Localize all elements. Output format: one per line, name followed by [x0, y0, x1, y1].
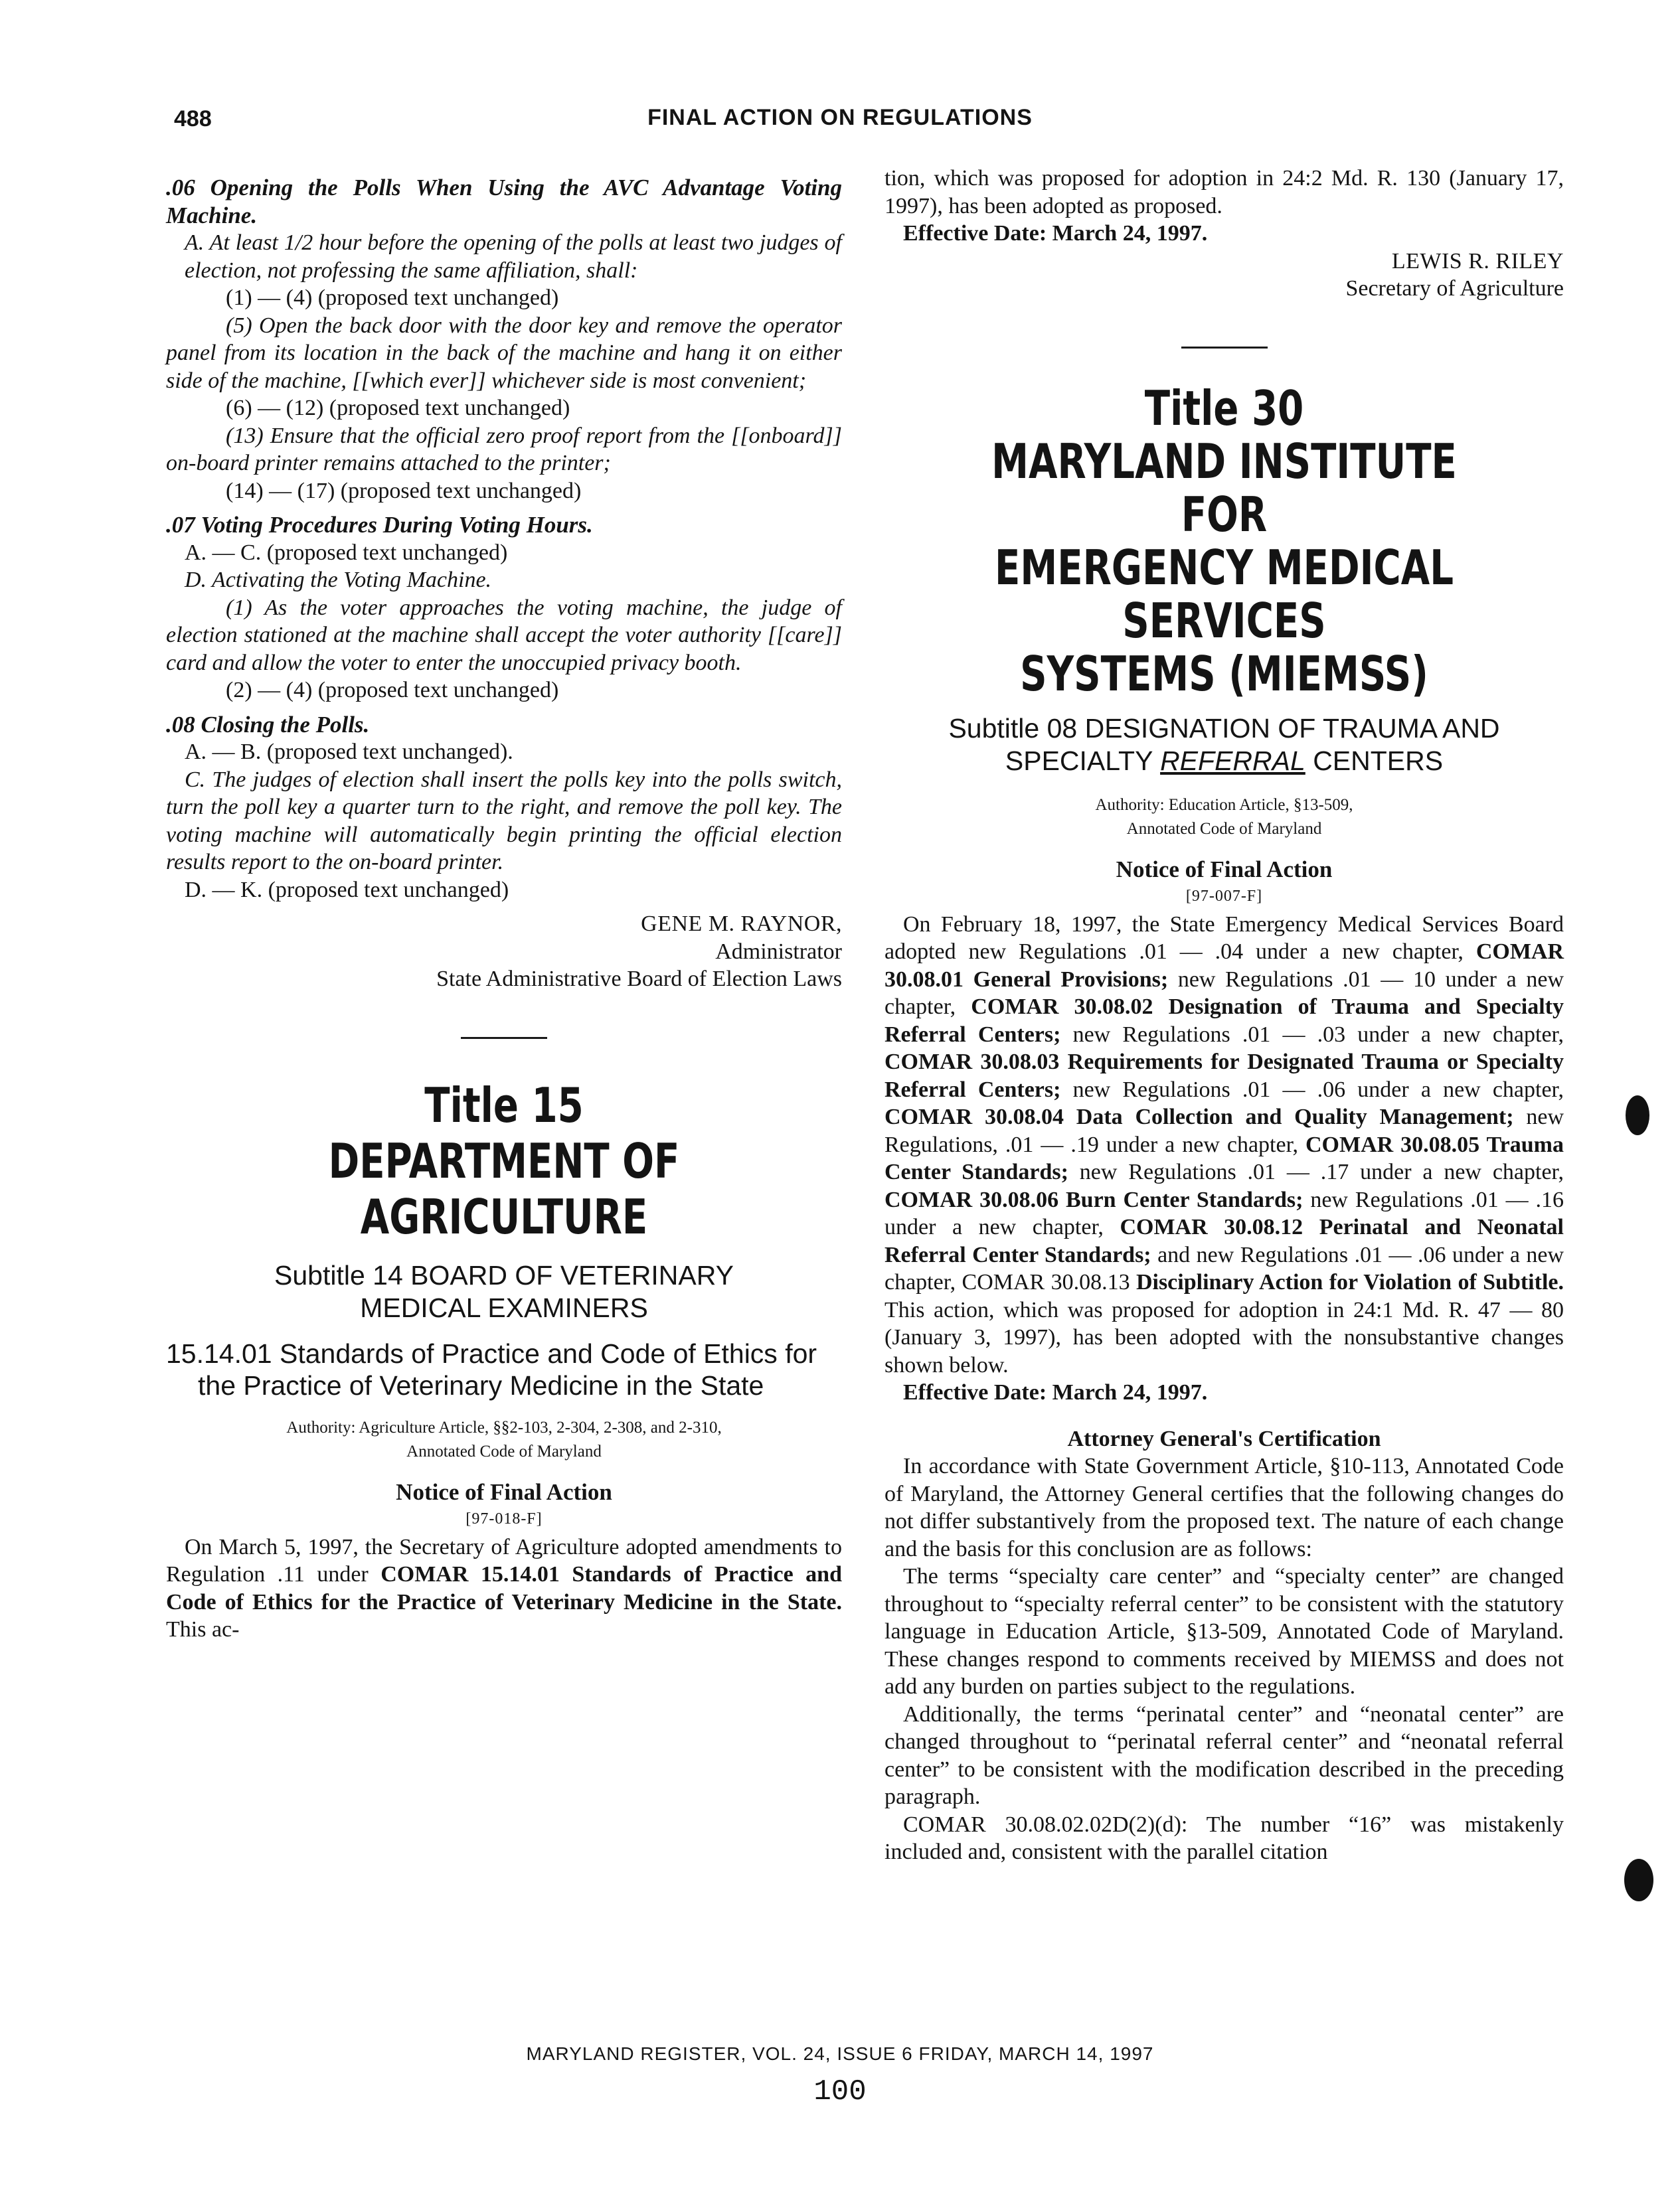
- left-column: [166, 174, 842, 1644]
- section-06-item-5: (5) Open the back door with the door key and remove the operator panel from its location in the back of the machine and hang it on either side of the machine, [[which ever]] whichever side is most convenient;: [166, 313, 842, 393]
- title-30-subtitle: [884, 712, 1564, 777]
- notice-body: On March 5, 1997, the Secretary of Agriculture adopted amendments to Regulation .11 under COMAR 15.14.01 Standards of Practice and Code of Ethics for the Practice of Veterinary Medicine in the State. This ac-: [166, 1534, 842, 1642]
- section-08-heading: .08 Closing the Polls.: [166, 711, 370, 738]
- notice-id: [97-018-F]: [465, 1510, 543, 1528]
- notice-body: On February 18, 1997, the State Emergency Medical Services Board adopted new Regulations .01 — .04 under a new chapter, COMAR 30.08.01 General Provisions; new Regulations .01 — 10 under a new chapter, COMAR 30.08.02 Designation of Trauma and Specialty Referral Centers; new Regulations .01 — .03 under a new chapter, COMAR 30.08.03 Requirements for Designated Trauma or Specialty Referral Centers; new Regulations .01 — .06 under a new chapter, COMAR 30.08.04 Data Collection and Quality Management; new Regulations, .01 — .19 under a new chapter, COMAR 30.08.05 Trauma Center Standards; new Regulations .01 — .17 under a new chapter, COMAR 30.08.06 Burn Center Standards; new Regulations .01 — .16 under a new chapter, COMAR 30.08.12 Perinatal and Neonatal Referral Center Standards; and new Regulations .01 — .06 under a new chapter, COMAR 30.08.13 Disciplinary Action for Violation of Subtitle. This action, which was proposed for adoption in 24:1 Md. R. 47 — 80 (January 3, 1997), has been adopted with the nonsubstantive changes shown below.: [884, 911, 1564, 1378]
- regulation-title: 15.14.01 Standards of Practice and Code of Ethics for the Practice of Veterinary Medicine in the State: [166, 1338, 817, 1401]
- section-07-d: D. Activating the Voting Machine.: [185, 568, 492, 592]
- authority-line-2: Annotated Code of Maryland: [406, 1442, 602, 1461]
- ag-heading: Attorney General's Certification: [1067, 1426, 1381, 1451]
- section-06-a: A. At least 1/2 hour before the opening of the polls at least two judges of election, not professing the same affiliation, shall:: [185, 230, 842, 283]
- effective-date-2: Effective Date: March 24, 1997.: [903, 1380, 1208, 1405]
- section-06-items-14-17: (14) — (17) (proposed text unchanged): [226, 478, 582, 503]
- ink-blot: [1624, 1859, 1653, 1901]
- running-header: FINAL ACTION ON REGULATIONS: [647, 105, 1033, 130]
- title-30-number: Title 30: [1144, 380, 1304, 436]
- section-08-d-k: D. — K. (proposed text unchanged): [185, 877, 509, 902]
- ag-paragraph-1: In accordance with State Government Article, §10-113, Annotated Code of Maryland, the Attorney General certifies that the following changes do not differ substantively from the proposed text. The nature of each change and the basis for this conclusion are as follows:: [884, 1454, 1564, 1561]
- signature-org: State Administrative Board of Election Laws: [436, 967, 842, 991]
- section-06-items-1-4: (1) — (4) (proposed text unchanged): [226, 285, 559, 310]
- section-07-d2-4: (2) — (4) (proposed text unchanged): [226, 678, 559, 702]
- authority-line-2: Annotated Code of Maryland: [1126, 819, 1322, 838]
- ag-paragraph-3: Additionally, the terms “perinatal center” and “neonatal center” are changed throughout to “perinatal referral center” and “neonatal referral center” to be consistent with the modification described in the preceding paragraph.: [884, 1701, 1564, 1809]
- ink-blot: [1626, 1095, 1649, 1135]
- right-column: [884, 165, 1564, 1866]
- signature-role: Administrator: [715, 939, 842, 964]
- section-06-items-6-12: (6) — (12) (proposed text unchanged): [226, 396, 570, 420]
- footer-register: MARYLAND REGISTER, VOL. 24, ISSUE 6 FRIDAY, MARCH 14, 1997: [526, 2043, 1154, 2064]
- subtitle-line-1: Subtitle 08 DESIGNATION OF TRAUMA AND: [948, 712, 1500, 744]
- section-divider: [461, 1037, 547, 1039]
- authority-line-1: Authority: Education Article, §13-509,: [1095, 795, 1353, 814]
- title-15-number: Title 15: [424, 1077, 584, 1133]
- title-15-line-1: DEPARTMENT OF: [328, 1133, 680, 1189]
- signature-name-riley: LEWIS R. RILEY: [1391, 248, 1564, 274]
- section-divider: [1181, 347, 1268, 349]
- section-08-a-b: A. — B. (proposed text unchanged).: [185, 740, 513, 764]
- signature-name: GENE M. RAYNOR,: [641, 911, 842, 936]
- notice-heading: Notice of Final Action: [1116, 856, 1333, 882]
- title-30-line-3: SYSTEMS (MIEMSS): [1020, 645, 1428, 702]
- section-06-item-13: (13) Ensure that the official zero proof report from the [[onboard]] on-board printer remains attached to the printer;: [166, 423, 842, 475]
- title-30-line-2: EMERGENCY MEDICAL SERVICES: [995, 539, 1454, 649]
- title-30-line-1: MARYLAND INSTITUTE FOR: [991, 433, 1457, 542]
- continuation-text: tion, which was proposed for adoption in 24:2 Md. R. 130 (January 17, 1997), has been adopted as proposed.: [884, 166, 1564, 218]
- signature-role-riley: Secretary of Agriculture: [1345, 276, 1564, 301]
- authority-citation: [884, 793, 1564, 841]
- section-08-c: C. The judges of election shall insert the polls key into the polls switch, turn the poll key a quarter turn to the right, and remove the poll key. The voting machine will automatically begin printing the official election results report to the on-board printer.: [166, 767, 842, 874]
- page-number: 488: [174, 106, 212, 131]
- title-30-heading: [960, 382, 1489, 700]
- section-07-d1: (1) As the voter approaches the voting machine, the judge of election stationed at the machine shall accept the voter authority [[care]] card and allow the voter to enter the unoccupied privacy booth.: [166, 595, 842, 675]
- notice-heading: Notice of Final Action: [396, 1478, 612, 1505]
- subtitle-line-2: MEDICAL EXAMINERS: [360, 1292, 648, 1323]
- title-15-heading: [240, 1077, 768, 1245]
- section-07-heading: .07 Voting Procedures During Voting Hours.: [166, 512, 593, 538]
- title-15-line-2: AGRICULTURE: [360, 1188, 648, 1245]
- authority-citation: [166, 1416, 842, 1464]
- footer-page-number: 100: [813, 2075, 867, 2108]
- effective-date-1: Effective Date: March 24, 1997.: [903, 221, 1208, 246]
- authority-line-1: Authority: Agriculture Article, §§2-103, 2-304, 2-308, and 2-310,: [286, 1418, 722, 1437]
- ag-paragraph-4: COMAR 30.08.02.02D(2)(d): The number “16” was mistakenly included and, consistent with the parallel citation: [884, 1812, 1564, 1864]
- subtitle-line-2: SPECIALTY REFERRAL CENTERS: [1005, 745, 1444, 776]
- ag-paragraph-2: The terms “specialty care center” and “specialty center” are changed throughout to “specialty referral center” to be consistent with the statutory language in Education Article, §13-509, Annotated Code of Maryland. These changes respond to comments received by MIEMSS and does not add any burden on parties subject to the regulations.: [884, 1564, 1564, 1699]
- subtitle-line-1: Subtitle 14 BOARD OF VETERINARY: [274, 1259, 734, 1291]
- section-07-a-c: A. — C. (proposed text unchanged): [185, 540, 508, 565]
- notice-id: [97-007-F]: [1185, 888, 1263, 905]
- section-06-heading: .06 Opening the Polls When Using the AVC Advantage Voting Machine.: [166, 175, 842, 228]
- title-15-subtitle: [166, 1259, 842, 1324]
